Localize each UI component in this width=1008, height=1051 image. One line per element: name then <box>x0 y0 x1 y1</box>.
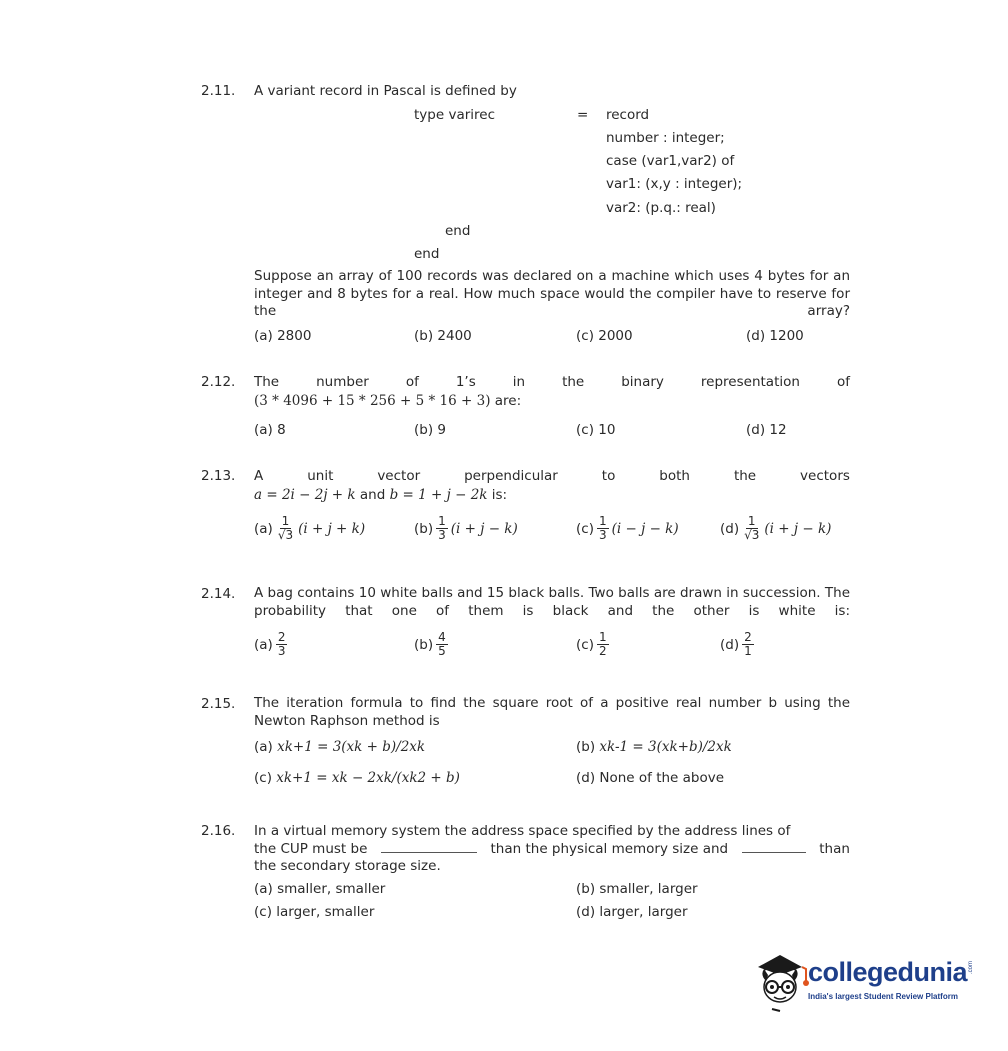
q16-option-c: (c) larger, smaller <box>254 904 375 920</box>
q15-option-a <box>254 738 425 756</box>
frac-denominator: √3 <box>277 528 294 542</box>
q15-option-b <box>576 738 732 756</box>
option-expression: xk-1 = 3(xk+b)/2xk <box>599 739 732 755</box>
q12-word: the <box>562 374 585 390</box>
frac-denominator: 3 <box>598 528 607 542</box>
q14-option-b <box>414 631 451 658</box>
q13-word: the <box>733 468 757 484</box>
q16-option-d: (d) larger, larger <box>576 904 688 920</box>
q12-word: in <box>512 374 526 390</box>
q13-line2 <box>254 486 507 504</box>
q12-word: of <box>836 374 850 390</box>
frac-numerator: 1 <box>747 514 756 528</box>
q15-option-d: (d) None of the above <box>576 770 725 786</box>
q12-expression: (3 * 4096 + 15 * 256 + 5 * 16 + 3) <box>254 393 491 409</box>
q13-word: perpendicular <box>464 468 558 484</box>
q11-code-line: record <box>606 107 650 123</box>
frac-numerator: 4 <box>438 630 446 644</box>
q14-option-a <box>254 631 290 658</box>
q12-word: The <box>254 374 280 390</box>
q13-option-b <box>414 515 518 542</box>
option-label: (d) <box>720 636 740 653</box>
frac-numerator: 2 <box>277 630 286 644</box>
q13-option-d <box>720 515 831 542</box>
option-expression: (i + j − k) <box>764 520 832 537</box>
q11-code-line: var2: (p.q.: real) <box>606 200 716 216</box>
q11-number: 2.11. <box>201 83 236 99</box>
q16-text: than the physical memory size and <box>490 841 729 857</box>
q15-option-c <box>254 769 460 787</box>
q12-option-b: (b) 9 <box>414 422 446 438</box>
option-label: (b) <box>414 520 434 537</box>
q16-text: the CUP must be <box>254 841 368 857</box>
q12-option-a: (a) 8 <box>254 422 286 438</box>
frac-denominator: 5 <box>438 644 446 658</box>
q11-end-inner: end <box>445 223 471 239</box>
q11-text: A variant record in Pascal is defined by <box>254 83 517 99</box>
q13-line1 <box>254 467 850 485</box>
answer-blank <box>742 840 806 853</box>
q13-option-a <box>254 515 365 542</box>
option-label: (c) <box>254 770 272 786</box>
logo-wordmark: collegedunia <box>808 957 968 987</box>
q11-code-line: number : integer; <box>606 130 725 146</box>
collegedunia-logo <box>750 945 978 1015</box>
q15-paragraph: The iteration formula to find the square root of a positive real number b using the Newton Raphson method is <box>254 695 850 729</box>
q13-word: unit <box>307 468 334 484</box>
mascot-icon <box>750 945 810 1015</box>
q12-line2 <box>254 392 521 410</box>
option-label: (b) <box>576 739 596 755</box>
logo-tagline: India's largest Student Review Platform <box>808 992 958 1001</box>
option-expression: (i − j − k) <box>611 520 679 537</box>
q11-type-label: type varirec <box>414 107 495 123</box>
q14-paragraph: A bag contains 10 white balls and 15 black balls. Two balls are drawn in succession. The probability that one of them is black and the other is white is: <box>254 585 850 619</box>
option-expression: (i + j + k) <box>298 520 366 537</box>
q11-code-line: case (var1,var2) of <box>606 153 735 169</box>
frac-numerator: 1 <box>438 514 446 528</box>
q12-line1 <box>254 373 850 391</box>
q12-word: number <box>316 374 369 390</box>
q16-text: than <box>819 841 850 857</box>
frac-denominator: 1 <box>744 644 752 658</box>
frac-denominator: 3 <box>438 528 446 542</box>
q12-option-c: (c) 10 <box>576 422 616 438</box>
q15-number: 2.15. <box>201 696 236 712</box>
frac-denominator: 3 <box>277 644 286 658</box>
frac-numerator: 2 <box>744 630 752 644</box>
q13-word: A <box>254 468 264 484</box>
option-expression: xk+1 = xk − 2xk/(xk2 + b) <box>276 770 460 786</box>
q13-word: vector <box>377 468 421 484</box>
q12-word: binary <box>621 374 664 390</box>
q16-option-a: (a) smaller, smaller <box>254 881 386 897</box>
q16-number: 2.16. <box>201 823 236 839</box>
q16-line2 <box>254 840 850 858</box>
q12-word: of <box>405 374 419 390</box>
q14-number: 2.14. <box>201 586 236 602</box>
q11-option-b: (b) 2400 <box>414 328 472 344</box>
frac-numerator: 1 <box>281 514 290 528</box>
q16-line3: the secondary storage size. <box>254 858 441 874</box>
frac-denominator: 2 <box>598 644 607 658</box>
q11-option-d: (d) 1200 <box>746 328 804 344</box>
q11-equals: = <box>577 107 589 123</box>
option-expression: (i + j − k) <box>450 520 518 537</box>
q11-option-c: (c) 2000 <box>576 328 633 344</box>
option-label: (c) <box>576 520 594 537</box>
q13-word: both <box>659 468 690 484</box>
q12-number: 2.12. <box>201 374 236 390</box>
q13-is: is: <box>491 487 508 503</box>
q13-vector-b: b = 1 + j − 2k <box>389 487 488 503</box>
q12-word: 1’s <box>455 374 476 390</box>
q11-end-outer: end <box>414 246 440 262</box>
option-label: (d) <box>720 520 740 537</box>
q14-option-c <box>576 631 612 658</box>
q16-option-b: (b) smaller, larger <box>576 881 698 897</box>
q11-paragraph: Suppose an array of 100 records was declared on a machine which uses 4 bytes for an integer and 8 bytes for a real. How much space would the compiler have to reserve for the array? <box>254 268 850 319</box>
answer-blank <box>381 840 477 853</box>
option-label: (a) <box>254 636 273 653</box>
option-label: (c) <box>576 636 594 653</box>
q13-option-c <box>576 515 679 542</box>
frac-numerator: 1 <box>598 514 607 528</box>
frac-numerator: 1 <box>598 630 607 644</box>
q13-word: vectors <box>800 468 850 484</box>
logo-domain: .com <box>968 961 974 975</box>
q13-and: and <box>359 487 386 503</box>
option-label: (b) <box>414 636 434 653</box>
q12-suffix: are: <box>494 393 522 409</box>
option-expression: xk+1 = 3(xk + b)/2xk <box>277 739 426 755</box>
frac-denominator: √3 <box>744 528 760 542</box>
q11-code-line: var1: (x,y : integer); <box>606 176 743 192</box>
q12-option-d: (d) 12 <box>746 422 787 438</box>
q13-vector-a: a = 2i − 2j + k <box>254 487 356 503</box>
option-label: (a) <box>254 520 273 537</box>
q11-option-a: (a) 2800 <box>254 328 312 344</box>
q12-word: representation <box>700 374 800 390</box>
q13-word: to <box>601 468 616 484</box>
q14-option-d <box>720 631 757 658</box>
q16-line1: In a virtual memory system the address space specified by the address lines of <box>254 823 791 839</box>
option-label: (a) <box>254 739 273 755</box>
q13-number: 2.13. <box>201 468 236 484</box>
